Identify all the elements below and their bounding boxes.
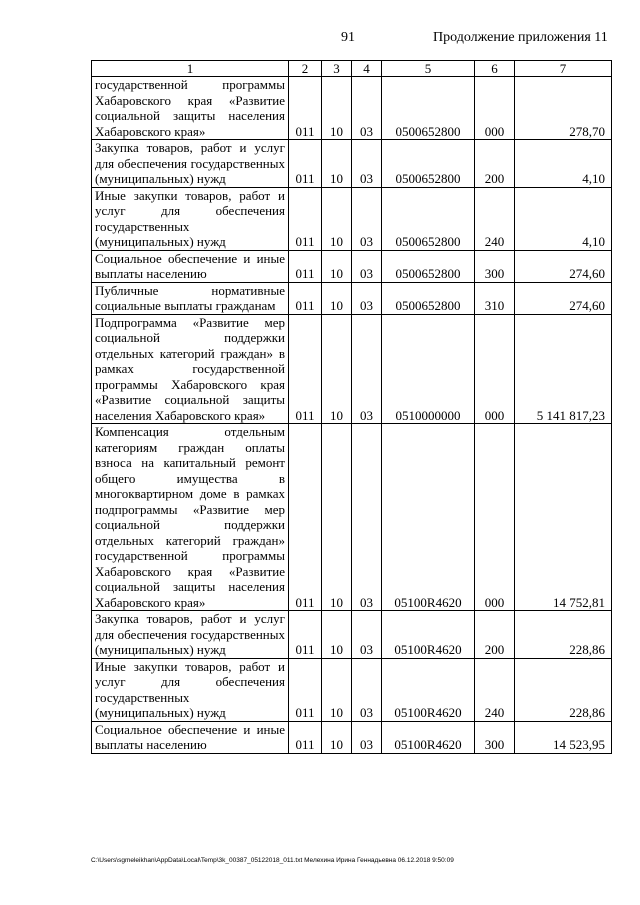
cell-amount: 4,10 <box>515 187 612 250</box>
table-row <box>92 282 612 314</box>
row-name: Социальное обеспечение и иные выплаты населению <box>92 721 289 753</box>
cell-target-article: 0500652800 <box>382 250 475 282</box>
cell-expense-type: 300 <box>475 721 515 753</box>
budget-table <box>91 60 612 754</box>
cell-subsection: 03 <box>352 611 382 659</box>
cell-amount: 5 141 817,23 <box>515 314 612 424</box>
cell-section: 10 <box>322 140 352 188</box>
cell-amount: 228,86 <box>515 611 612 659</box>
cell-section: 10 <box>322 187 352 250</box>
cell-ministry-code: 011 <box>289 721 322 753</box>
cell-ministry-code: 011 <box>289 424 322 611</box>
cell-section: 10 <box>322 77 352 140</box>
cell-subsection: 03 <box>352 187 382 250</box>
cell-expense-type: 000 <box>475 314 515 424</box>
cell-section: 10 <box>322 282 352 314</box>
cell-expense-type: 200 <box>475 611 515 659</box>
cell-section: 10 <box>322 721 352 753</box>
cell-ministry-code: 011 <box>289 140 322 188</box>
column-header: 4 <box>352 61 382 77</box>
cell-subsection: 03 <box>352 77 382 140</box>
cell-subsection: 03 <box>352 658 382 721</box>
cell-ministry-code: 011 <box>289 611 322 659</box>
cell-target-article: 05100R4620 <box>382 424 475 611</box>
row-name: Публичные нормативные социальные выплаты гражданам <box>92 282 289 314</box>
column-header-row <box>92 61 612 77</box>
table-row <box>92 721 612 753</box>
cell-target-article: 05100R4620 <box>382 611 475 659</box>
cell-ministry-code: 011 <box>289 314 322 424</box>
table-row <box>92 424 612 611</box>
cell-amount: 14 523,95 <box>515 721 612 753</box>
cell-target-article: 0500652800 <box>382 282 475 314</box>
cell-target-article: 0500652800 <box>382 140 475 188</box>
cell-ministry-code: 011 <box>289 77 322 140</box>
cell-target-article: 0500652800 <box>382 77 475 140</box>
column-header: 1 <box>92 61 289 77</box>
cell-amount: 228,86 <box>515 658 612 721</box>
cell-expense-type: 310 <box>475 282 515 314</box>
cell-subsection: 03 <box>352 424 382 611</box>
column-header: 7 <box>515 61 612 77</box>
cell-expense-type: 000 <box>475 424 515 611</box>
column-header: 6 <box>475 61 515 77</box>
row-name: Компенсация отдельным категориям граждан оплаты взноса на капитальный ремонт общего имущества в многоквартирном доме в рамках подпрограммы «Развитие мер социальной поддержки отдельных категорий граждан» государственной программы Хабаровского края «Развитие социальной защиты населения Хабаровского края» <box>92 424 289 611</box>
row-name: государственной программы Хабаровского края «Развитие социальной защиты населения Хабаровского края» <box>92 77 289 140</box>
cell-expense-type: 300 <box>475 250 515 282</box>
cell-amount: 14 752,81 <box>515 424 612 611</box>
cell-target-article: 05100R4620 <box>382 658 475 721</box>
cell-expense-type: 240 <box>475 187 515 250</box>
cell-target-article: 05100R4620 <box>382 721 475 753</box>
row-name: Иные закупки товаров, работ и услуг для обеспечения государственных (муниципальных) нужд <box>92 187 289 250</box>
cell-section: 10 <box>322 424 352 611</box>
cell-subsection: 03 <box>352 282 382 314</box>
cell-section: 10 <box>322 250 352 282</box>
cell-expense-type: 200 <box>475 140 515 188</box>
table-row <box>92 140 612 188</box>
table-row <box>92 250 612 282</box>
cell-subsection: 03 <box>352 140 382 188</box>
cell-target-article: 0500652800 <box>382 187 475 250</box>
cell-expense-type: 000 <box>475 77 515 140</box>
column-header: 3 <box>322 61 352 77</box>
cell-target-article: 0510000000 <box>382 314 475 424</box>
cell-amount: 274,60 <box>515 282 612 314</box>
continuation-title: Продолжение приложения 11 <box>433 30 608 45</box>
cell-expense-type: 240 <box>475 658 515 721</box>
table-row <box>92 187 612 250</box>
file-path-footer: C:\Users\sgmeleikhan\AppData\Local\Temp\3k_00387_05122018_011.txt Мелехина Ирина Геннадьевна 06.12.2018 9:50:09 <box>91 857 454 864</box>
column-header: 2 <box>289 61 322 77</box>
column-header: 5 <box>382 61 475 77</box>
cell-subsection: 03 <box>352 314 382 424</box>
cell-section: 10 <box>322 658 352 721</box>
row-name: Закупка товаров, работ и услуг для обеспечения государственных (муниципальных) нужд <box>92 140 289 188</box>
cell-ministry-code: 011 <box>289 658 322 721</box>
row-name: Иные закупки товаров, работ и услуг для обеспечения государственных (муниципальных) нужд <box>92 658 289 721</box>
page-number: 91 <box>341 30 355 45</box>
cell-ministry-code: 011 <box>289 187 322 250</box>
cell-subsection: 03 <box>352 721 382 753</box>
table-row <box>92 658 612 721</box>
cell-amount: 4,10 <box>515 140 612 188</box>
row-name: Подпрограмма «Развитие мер социальной поддержки отдельных категорий граждан» в рамках государственной программы Хабаровского края «Развитие социальной защиты населения Хабаровского края» <box>92 314 289 424</box>
cell-ministry-code: 011 <box>289 250 322 282</box>
cell-ministry-code: 011 <box>289 282 322 314</box>
cell-amount: 278,70 <box>515 77 612 140</box>
table-row <box>92 77 612 140</box>
cell-section: 10 <box>322 611 352 659</box>
row-name: Закупка товаров, работ и услуг для обеспечения государственных (муниципальных) нужд <box>92 611 289 659</box>
table-row <box>92 611 612 659</box>
table-row <box>92 314 612 424</box>
cell-section: 10 <box>322 314 352 424</box>
cell-subsection: 03 <box>352 250 382 282</box>
row-name: Социальное обеспечение и иные выплаты населению <box>92 250 289 282</box>
cell-amount: 274,60 <box>515 250 612 282</box>
